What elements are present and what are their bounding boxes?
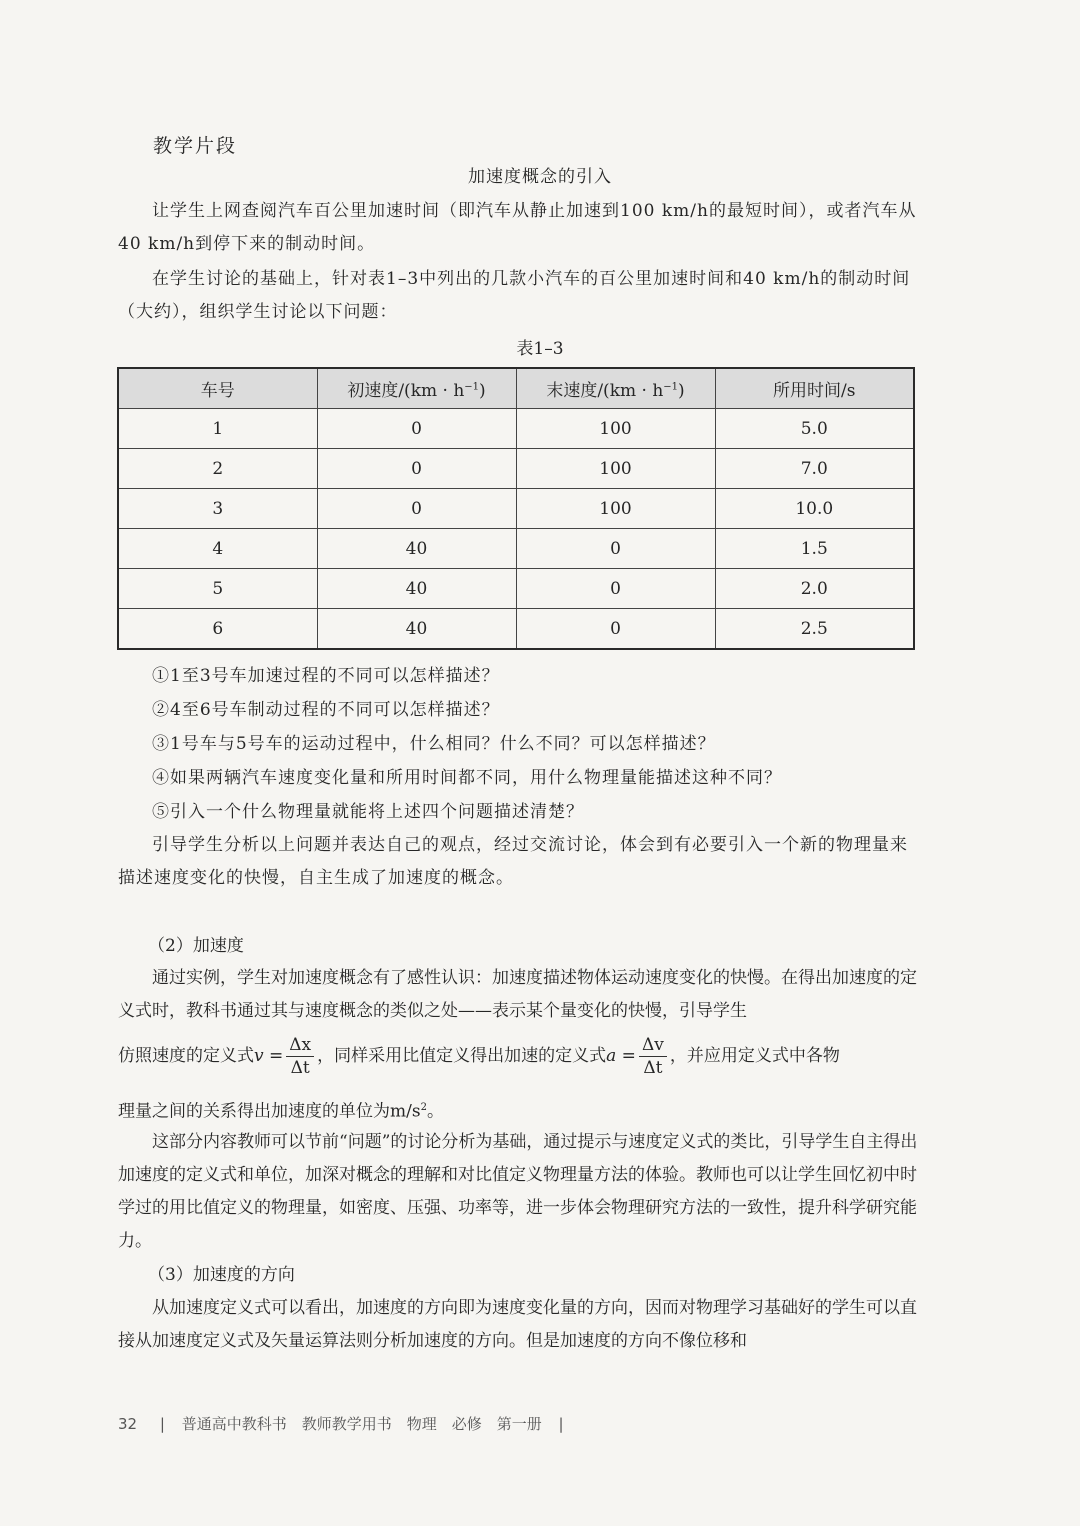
question-5: ⑤引入一个什么物理量就能将上述四个问题描述清楚？ bbox=[152, 802, 584, 822]
header-final-speed: 末速度$/(km \cdot h^{-1})$ bbox=[516, 368, 715, 409]
table-cell: 0 bbox=[516, 609, 715, 650]
header-initial-speed: 初速度$/(km \cdot h^{-1})$ bbox=[317, 368, 516, 409]
table-row bbox=[118, 609, 914, 650]
page-footer bbox=[118, 1413, 564, 1434]
car-data-table bbox=[117, 367, 915, 650]
question-3: ③1号车与5号车的运动过程中，什么相同？什么不同？可以怎样描述？ bbox=[152, 734, 716, 754]
direction-paragraph: 从加速度定义式可以看出，加速度的方向即为速度变化量的方向，因而对物理学习基础好的学生可以直接从加速度定义式及矢量运算法则分析加速度的方向。但是加速度的方向不像位移和 bbox=[118, 1298, 917, 1351]
table-cell: 4 bbox=[118, 529, 317, 569]
table-cell: 40 bbox=[317, 569, 516, 609]
acceleration-paragraph-teaching: 这部分内容教师可以节前“问题”的讨论分析为基础，通过提示与速度定义式的类比，引导学生自主得出加速度的定义式和单位，加深对概念的理解和对比值定义物理量方法的体验。教师也可以让学生回忆初中时学过的用比值定义的物理量，如密度、压强、功率等，进一步体会物理研究方法的一致性，提升科学研究能力。 bbox=[118, 1132, 918, 1251]
table-cell: 5 bbox=[118, 569, 317, 609]
table-cell: 100 bbox=[516, 489, 715, 529]
question-1: ①1至3号车加速过程的不同可以怎样描述？ bbox=[152, 666, 500, 686]
question-4: ④如果两辆汽车速度变化量和所用时间都不同，用什么物理量能描述这种不同？ bbox=[152, 768, 782, 788]
velocity-formula: v = $\frac{\Delta x}{\Delta t}$ bbox=[254, 1046, 317, 1066]
heading-acceleration-direction: （3）加速度的方向 bbox=[148, 1265, 295, 1285]
header-car-number: 车号 bbox=[118, 368, 317, 409]
table-cell: 2.0 bbox=[715, 569, 914, 609]
table-header-row bbox=[118, 368, 914, 409]
table-cell: 1.5 bbox=[715, 529, 914, 569]
table-cell: 1 bbox=[118, 409, 317, 449]
table-cell: 0 bbox=[317, 409, 516, 449]
segment-title: 加速度概念的引入 bbox=[468, 167, 612, 187]
table-cell: 2.5 bbox=[715, 609, 914, 650]
acceleration-formula-line: 仿照速度的定义式v = $\frac{\Delta x}{\Delta t}$ ，同样采用比值定义得出加速的定义式a = $\frac{\Delta v}{\Delta t}$ ，并应用定义式中各物 bbox=[118, 1035, 840, 1078]
table-row bbox=[118, 529, 914, 569]
table-cell: 0 bbox=[516, 529, 715, 569]
question-2: ②4至6号车制动过程的不同可以怎样描述？ bbox=[152, 700, 500, 720]
table-cell: 3 bbox=[118, 489, 317, 529]
table-row bbox=[118, 489, 914, 529]
table-cell: 5.0 bbox=[715, 409, 914, 449]
acceleration-unit-line: 理量之间的关系得出加速度的单位为$m/s^2$。 bbox=[118, 1101, 444, 1122]
table-row bbox=[118, 569, 914, 609]
page-number: 32 bbox=[118, 1415, 138, 1433]
heading-acceleration: （2）加速度 bbox=[148, 936, 244, 956]
header-time: 所用时间/s bbox=[715, 368, 914, 409]
table-cell: 100 bbox=[516, 449, 715, 489]
section-label: 教学片段 bbox=[153, 135, 238, 157]
table-row bbox=[118, 449, 914, 489]
table-cell: 40 bbox=[317, 609, 516, 650]
table-cell: 0 bbox=[317, 449, 516, 489]
intro-paragraph-1: 让学生上网查阅汽车百公里加速时间（即汽车从静止加速到100 km/h的最短时间），或者汽车从40 km/h到停下来的制动时间。 bbox=[118, 201, 917, 254]
table-cell: 100 bbox=[516, 409, 715, 449]
acceleration-formula: a = $\frac{\Delta v}{\Delta t}$ bbox=[606, 1046, 670, 1066]
intro-paragraph-2: 在学生讨论的基础上，针对表1–3中列出的几款小汽车的百公里加速时间和40 km/h的制动时间（大约），组织学生讨论以下问题： bbox=[118, 269, 911, 322]
guide-paragraph: 引导学生分析以上问题并表达自己的观点，经过交流讨论，体会到有必要引入一个新的物理量来描述速度变化的快慢，自主生成了加速度的概念。 bbox=[118, 835, 908, 888]
acceleration-paragraph-1: 通过实例，学生对加速度概念有了感性认识：加速度描述物体运动速度变化的快慢。在得出加速度的定义式时，教科书通过其与速度概念的类似之处——表示某个量变化的快慢，引导学生 bbox=[118, 968, 917, 1021]
table-cell: 7.0 bbox=[715, 449, 914, 489]
table-cell: 40 bbox=[317, 529, 516, 569]
table-cell: 2 bbox=[118, 449, 317, 489]
table-caption: 表1–3 bbox=[516, 339, 564, 359]
table-cell: 0 bbox=[317, 489, 516, 529]
book-title: 普通高中教科书 教师教学用书 物理 必修 第一册 bbox=[181, 1415, 542, 1433]
footer-separator: | bbox=[558, 1415, 564, 1433]
footer-separator: | bbox=[159, 1415, 165, 1433]
table-cell: 6 bbox=[118, 609, 317, 650]
table-cell: 10.0 bbox=[715, 489, 914, 529]
table-row bbox=[118, 409, 914, 449]
table-cell: 0 bbox=[516, 569, 715, 609]
